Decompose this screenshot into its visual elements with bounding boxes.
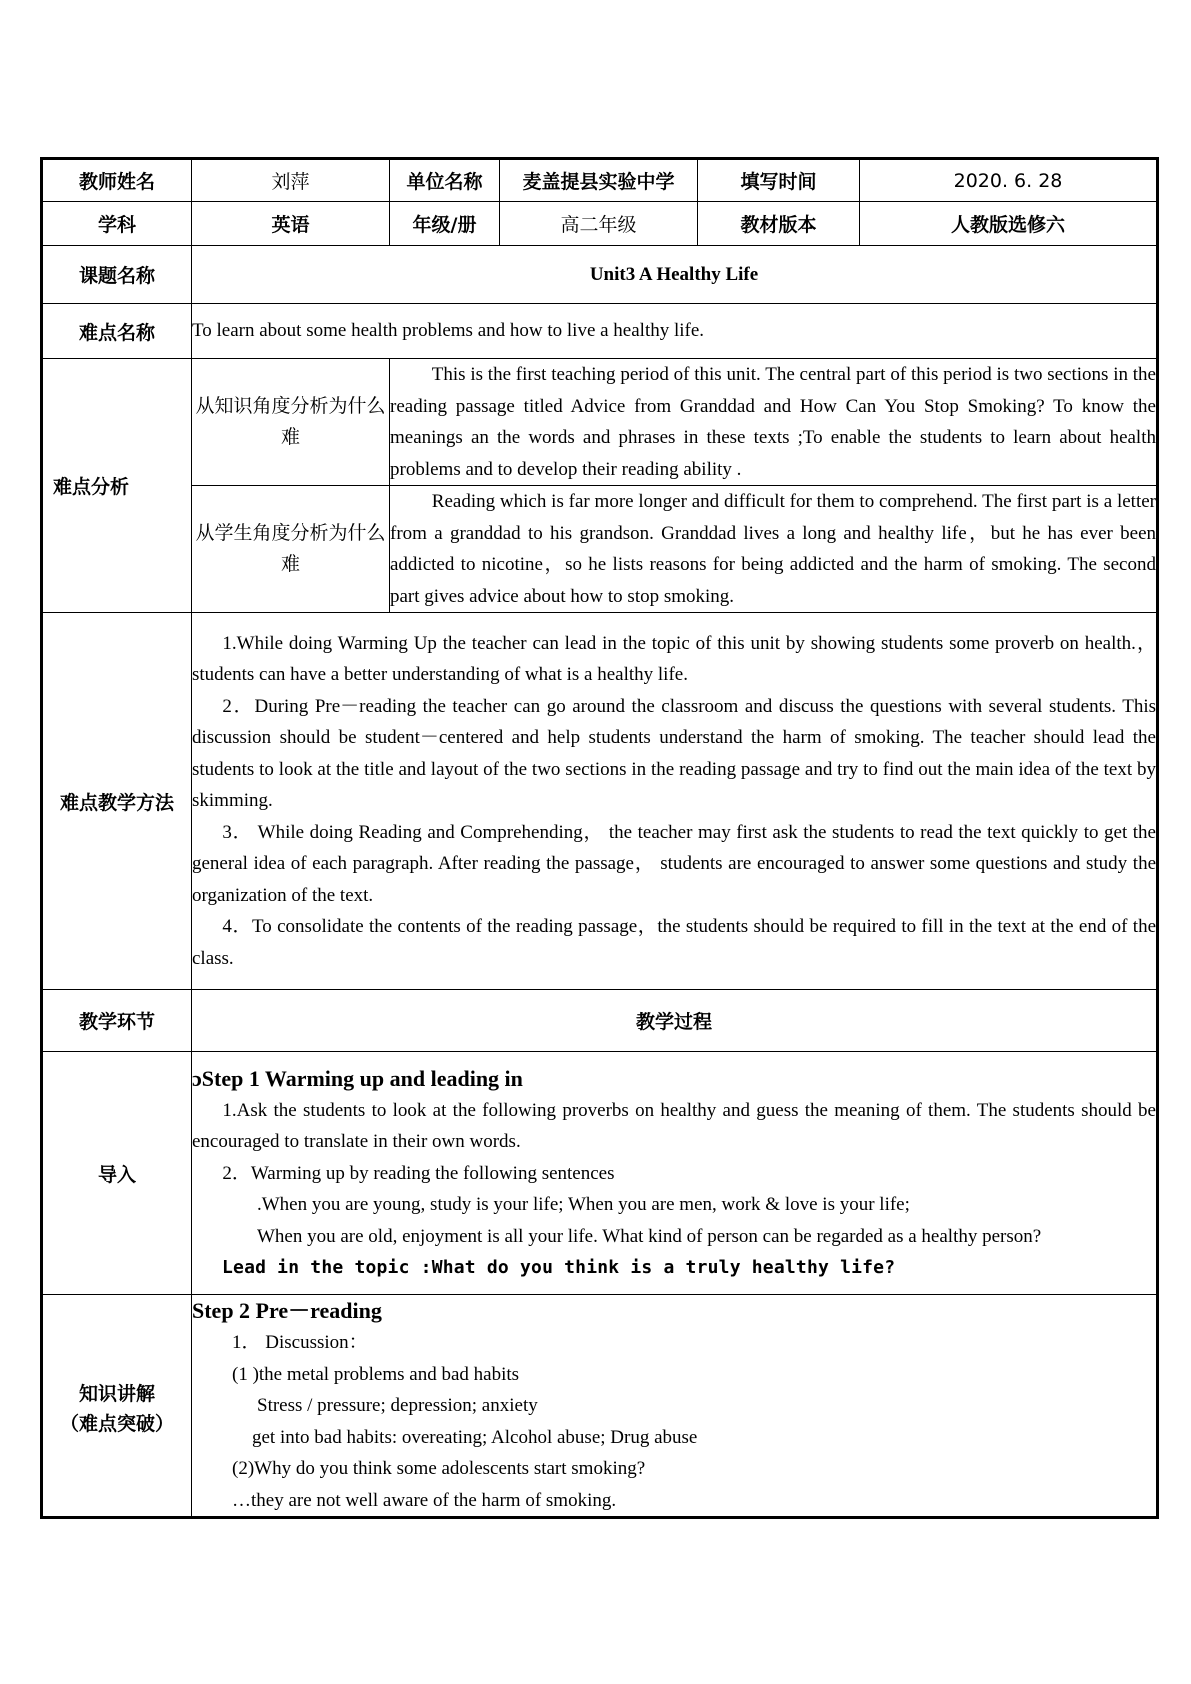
knowledge-line-4: get into bad habits: overeating; Alcohol abuse; Drug abuse: [252, 1426, 698, 1448]
edition-value: 人教版选修六: [860, 202, 1158, 246]
knowledge-label: [42, 1295, 192, 1518]
unit-name: 麦盖提县实验中学: [500, 159, 698, 202]
knowledge-label-line-1: 知识讲解: [78, 1382, 155, 1405]
method-item-1: 1.While doing Warming Up the teacher can lead in the topic of this unit by showing students some proverb on health.，students can have a better understanding of what is a healthy life.: [192, 632, 1156, 686]
unit-label: 单位名称: [390, 159, 500, 202]
teacher-label: 教师姓名: [42, 159, 192, 202]
knowledge-line-6: …they are not well aware of the harm of smoking.: [232, 1489, 617, 1511]
date-label: 填写时间: [698, 159, 860, 202]
analysis-row-student: [42, 486, 1158, 613]
methods-cell: [192, 613, 1158, 990]
intro-line-2: 2．Warming up by reading the following sentences: [222, 1162, 615, 1184]
knowledge-angle-label: 从知识角度分析为什么难: [192, 359, 390, 486]
grade-value: 高二年级: [500, 202, 698, 246]
analysis-row-knowledge: [42, 359, 1158, 486]
info-row-2: [42, 202, 1158, 246]
knowledge-label-line-2: （难点突破）: [59, 1412, 174, 1435]
difficulty-label: 难点名称: [42, 304, 192, 359]
knowledge-line-1: 1． Discussion：: [232, 1332, 368, 1353]
process-row: [42, 990, 1158, 1052]
knowledge-line-5: (2)Why do you think some adolescents start smoking?: [232, 1458, 646, 1479]
knowledge-line-3: Stress / pressure; depression; anxiety: [257, 1395, 538, 1416]
difficulty-row: [42, 304, 1158, 359]
teacher-name: 刘萍: [192, 159, 390, 202]
info-row-1: [42, 159, 1158, 202]
methods-label: 难点教学方法: [42, 613, 192, 990]
lesson-plan-sheet: [40, 157, 1156, 1519]
student-angle-label: 从学生角度分析为什么难: [192, 486, 390, 613]
method-item-2: 2．During Pre－reading the teacher can go around the classroom and discuss the questions with several students. This discussion should be student－centered and help students understand the harm of smoking. The teacher should lead the students to look at the title and layout of the two sections in the reading passage and try to find out the main idea of the text by skimming.: [192, 695, 1156, 812]
method-item-3: 3． While doing Reading and Comprehending， the teacher may first ask the students to read the text quickly to get the general idea of each paragraph. After reading the passage， students are encouraged to answer some questions and study the organization of the text.: [192, 821, 1156, 906]
step-1-heading: ɔStep 1 Warming up and leading in: [192, 1065, 523, 1091]
knowledge-cell: [192, 1295, 1158, 1518]
intro-line-1: 1.Ask the students to look at the following proverbs on healthy and guess the meaning of them. The students should be encouraged to translate in their own words.: [192, 1099, 1156, 1152]
knowledge-row: [42, 1295, 1158, 1518]
knowledge-line-2: (1 )the metal problems and bad habits: [232, 1363, 520, 1385]
edition-label: 教材版本: [698, 202, 860, 246]
student-angle-text: Reading which is far more longer and difficult for them to comprehend. The first part is a letter from a granddad to his grandson. Granddad lives a long and healthy life，but he has ever been addicted to nicotine，so he lists reasons for being addicted and the harm of smoking. The second part gives advice about how to stop smoking.: [390, 486, 1158, 613]
method-item-4: 4．To consolidate the contents of the reading passage，the students should be required to fill in the text at the end of the class.: [192, 916, 1156, 969]
intro-row: [42, 1052, 1158, 1295]
step-2-heading: Step 2 Pre－reading: [192, 1298, 382, 1323]
intro-line-5: Lead in the topic :What do you think is a truly healthy life?: [222, 1257, 896, 1278]
grade-label: 年级/册: [390, 202, 500, 246]
methods-row: [42, 613, 1158, 990]
analysis-label: 难点分析: [42, 359, 192, 613]
difficulty-text: To learn about some health problems and how to live a healthy life.: [192, 304, 1158, 359]
knowledge-angle-text: This is the first teaching period of this unit. The central part of this period is two sections in the reading passage titled Advice from Granddad and How Can You Stop Smoking? To know the meanings an the words and phrases in these texts ;To enable the students to learn about health problems and to develop their reading ability .: [390, 359, 1158, 486]
intro-line-3: .When you are young, study is your life; When you are men, work & love is your life;: [257, 1194, 910, 1215]
subject-value: 英语: [192, 202, 390, 246]
process-stage-label: 教学环节: [42, 990, 192, 1052]
subject-label: 学科: [42, 202, 192, 246]
topic-label: 课题名称: [42, 246, 192, 304]
topic-row: [42, 246, 1158, 304]
topic-title: Unit3 A Healthy Life: [192, 246, 1158, 304]
intro-line-4: When you are old, enjoyment is all your life. What kind of person can be regarded as a healthy person?: [257, 1225, 1042, 1247]
intro-label: 导入: [42, 1052, 192, 1295]
process-heading: 教学过程: [192, 990, 1158, 1052]
intro-cell: [192, 1052, 1158, 1295]
lesson-plan-table: [40, 157, 1159, 1519]
fill-date: 2020. 6. 28: [860, 159, 1158, 202]
